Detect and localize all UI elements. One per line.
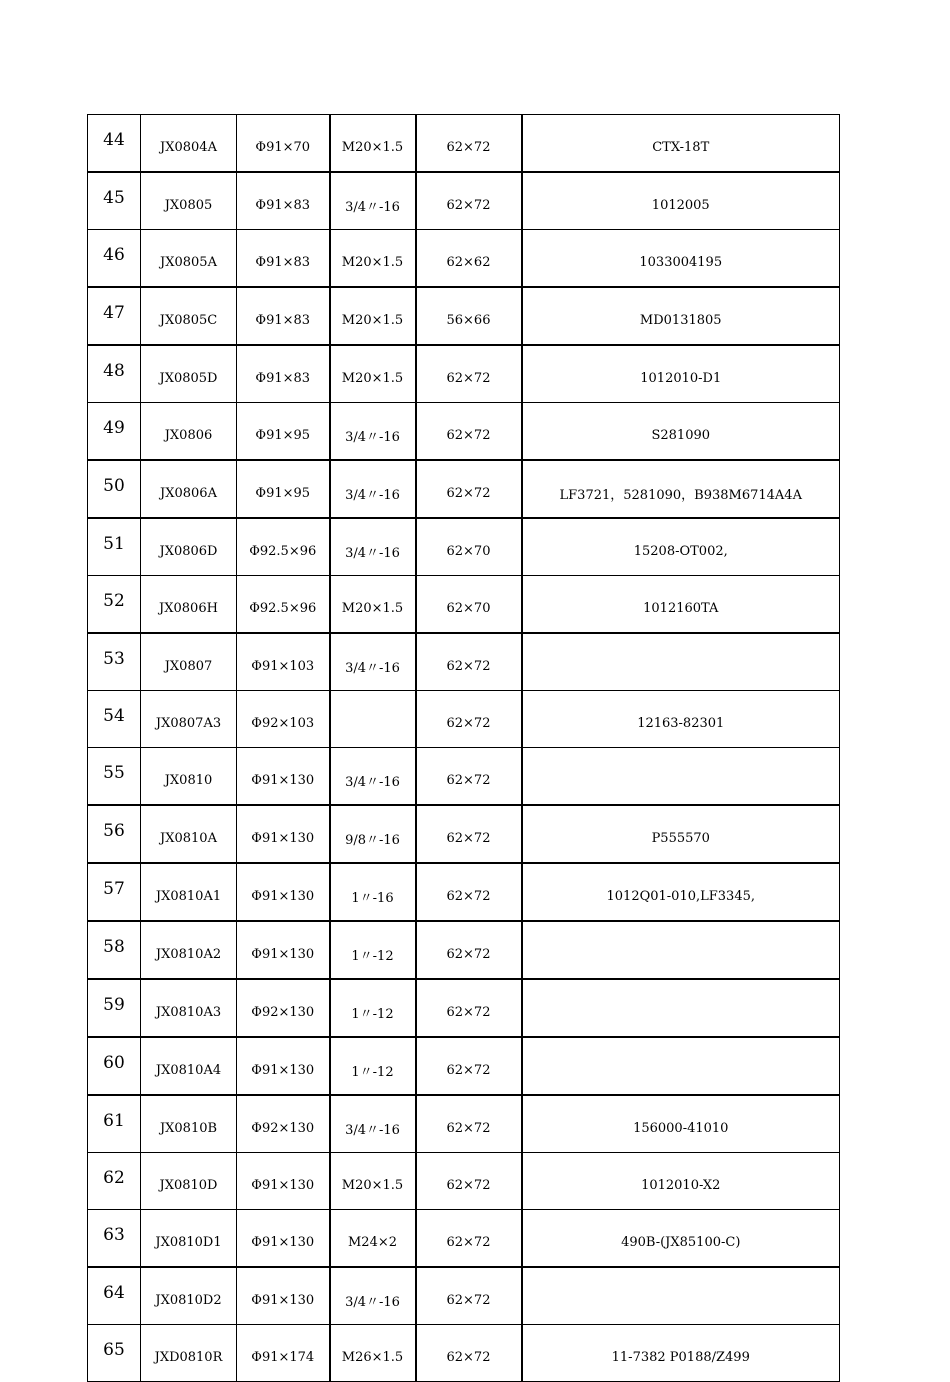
table-row bbox=[88, 633, 840, 691]
model-cell: JX0807A3 bbox=[141, 691, 237, 748]
row-number: 59 bbox=[88, 979, 141, 1037]
reference-cell bbox=[522, 1037, 840, 1095]
seal-cell: 62×70 bbox=[416, 576, 522, 634]
reference-cell: 1012010-D1 bbox=[522, 345, 840, 403]
parts-table bbox=[87, 114, 840, 1382]
model-cell: JXD0810R bbox=[141, 1325, 237, 1382]
size-cell: Φ92.5×96 bbox=[237, 518, 330, 576]
thread-cell: M26×1.5 bbox=[330, 1325, 416, 1382]
table-row bbox=[88, 1267, 840, 1325]
model-cell: JX0810D2 bbox=[141, 1267, 237, 1325]
table-row bbox=[88, 403, 840, 461]
table-row bbox=[88, 691, 840, 748]
reference-cell: LF3721，5281090，B938M6714A4A bbox=[522, 460, 840, 518]
row-number: 45 bbox=[88, 172, 141, 230]
model-cell: JX0810B bbox=[141, 1095, 237, 1153]
thread-cell: 3/4〃-16 bbox=[330, 518, 416, 576]
row-number: 64 bbox=[88, 1267, 141, 1325]
size-cell: Φ91×103 bbox=[237, 633, 330, 691]
table-row bbox=[88, 115, 840, 173]
thread-cell: M24×2 bbox=[330, 1210, 416, 1268]
thread-cell: M20×1.5 bbox=[330, 230, 416, 288]
row-number: 57 bbox=[88, 863, 141, 921]
size-cell: Φ91×130 bbox=[237, 1037, 330, 1095]
thread-cell: M20×1.5 bbox=[330, 287, 416, 345]
table-row bbox=[88, 805, 840, 863]
row-number: 48 bbox=[88, 345, 141, 403]
thread-cell: M20×1.5 bbox=[330, 576, 416, 634]
reference-cell bbox=[522, 979, 840, 1037]
reference-cell: 15208-OT002, bbox=[522, 518, 840, 576]
table-row bbox=[88, 863, 840, 921]
size-cell: Φ91×83 bbox=[237, 345, 330, 403]
thread-cell: 3/4〃-16 bbox=[330, 460, 416, 518]
seal-cell: 62×62 bbox=[416, 230, 522, 288]
row-number: 63 bbox=[88, 1210, 141, 1268]
table-row bbox=[88, 1210, 840, 1268]
thread-cell: 9/8〃-16 bbox=[330, 805, 416, 863]
thread-cell: 1〃-12 bbox=[330, 979, 416, 1037]
model-cell: JX0806A bbox=[141, 460, 237, 518]
row-number: 60 bbox=[88, 1037, 141, 1095]
reference-cell: 490B-(JX85100-C) bbox=[522, 1210, 840, 1268]
reference-cell: S281090 bbox=[522, 403, 840, 461]
reference-cell: 156000-41010 bbox=[522, 1095, 840, 1153]
model-cell: JX0806H bbox=[141, 576, 237, 634]
model-cell: JX0805C bbox=[141, 287, 237, 345]
size-cell: Φ91×130 bbox=[237, 1153, 330, 1210]
seal-cell: 62×72 bbox=[416, 115, 522, 173]
thread-cell: 3/4〃-16 bbox=[330, 1267, 416, 1325]
seal-cell: 62×72 bbox=[416, 172, 522, 230]
model-cell: JX0810D1 bbox=[141, 1210, 237, 1268]
table-row bbox=[88, 1153, 840, 1210]
row-number: 65 bbox=[88, 1325, 141, 1382]
thread-cell: M20×1.5 bbox=[330, 345, 416, 403]
size-cell: Φ91×174 bbox=[237, 1325, 330, 1382]
size-cell: Φ91×130 bbox=[237, 748, 330, 806]
row-number: 50 bbox=[88, 460, 141, 518]
thread-cell bbox=[330, 691, 416, 748]
size-cell: Φ92×130 bbox=[237, 1095, 330, 1153]
reference-cell: 1012Q01-010,LF3345, bbox=[522, 863, 840, 921]
table-row bbox=[88, 518, 840, 576]
size-cell: Φ91×95 bbox=[237, 403, 330, 461]
seal-cell: 62×72 bbox=[416, 1037, 522, 1095]
row-number: 44 bbox=[88, 115, 141, 173]
table-row bbox=[88, 1037, 840, 1095]
seal-cell: 56×66 bbox=[416, 287, 522, 345]
table-row bbox=[88, 576, 840, 634]
thread-cell: 3/4〃-16 bbox=[330, 748, 416, 806]
model-cell: JX0807 bbox=[141, 633, 237, 691]
model-cell: JX0810A1 bbox=[141, 863, 237, 921]
reference-cell: 1012010-X2 bbox=[522, 1153, 840, 1210]
model-cell: JX0806D bbox=[141, 518, 237, 576]
row-number: 55 bbox=[88, 748, 141, 806]
row-number: 56 bbox=[88, 805, 141, 863]
size-cell: Φ91×130 bbox=[237, 921, 330, 979]
size-cell: Φ92×130 bbox=[237, 979, 330, 1037]
thread-cell: 3/4〃-16 bbox=[330, 1095, 416, 1153]
table-row bbox=[88, 748, 840, 806]
model-cell: JX0810A2 bbox=[141, 921, 237, 979]
size-cell: Φ91×130 bbox=[237, 1210, 330, 1268]
size-cell: Φ91×83 bbox=[237, 230, 330, 288]
size-cell: Φ91×83 bbox=[237, 172, 330, 230]
reference-cell: 1012160TA bbox=[522, 576, 840, 634]
reference-cell bbox=[522, 633, 840, 691]
reference-cell: MD0131805 bbox=[522, 287, 840, 345]
seal-cell: 62×72 bbox=[416, 805, 522, 863]
model-cell: JX0805 bbox=[141, 172, 237, 230]
thread-cell: M20×1.5 bbox=[330, 1153, 416, 1210]
parts-table-body bbox=[88, 115, 840, 1382]
reference-cell: P555570 bbox=[522, 805, 840, 863]
reference-cell: CTX-18T bbox=[522, 115, 840, 173]
model-cell: JX0806 bbox=[141, 403, 237, 461]
size-cell: Φ91×130 bbox=[237, 1267, 330, 1325]
reference-cell: 11-7382 P0188/Z499 bbox=[522, 1325, 840, 1382]
thread-cell: 1〃-16 bbox=[330, 863, 416, 921]
thread-cell: 1〃-12 bbox=[330, 1037, 416, 1095]
seal-cell: 62×72 bbox=[416, 403, 522, 461]
seal-cell: 62×72 bbox=[416, 633, 522, 691]
reference-cell: 1033004195 bbox=[522, 230, 840, 288]
row-number: 47 bbox=[88, 287, 141, 345]
reference-cell bbox=[522, 1267, 840, 1325]
model-cell: JX0810A3 bbox=[141, 979, 237, 1037]
size-cell: Φ91×95 bbox=[237, 460, 330, 518]
size-cell: Φ91×130 bbox=[237, 805, 330, 863]
seal-cell: 62×72 bbox=[416, 748, 522, 806]
table-row bbox=[88, 460, 840, 518]
thread-cell: M20×1.5 bbox=[330, 115, 416, 173]
thread-cell: 3/4〃-16 bbox=[330, 633, 416, 691]
seal-cell: 62×72 bbox=[416, 1153, 522, 1210]
thread-cell: 3/4〃-16 bbox=[330, 172, 416, 230]
seal-cell: 62×72 bbox=[416, 921, 522, 979]
model-cell: JX0810A bbox=[141, 805, 237, 863]
seal-cell: 62×72 bbox=[416, 345, 522, 403]
row-number: 54 bbox=[88, 691, 141, 748]
model-cell: JX0805D bbox=[141, 345, 237, 403]
table-row bbox=[88, 287, 840, 345]
size-cell: Φ92.5×96 bbox=[237, 576, 330, 634]
model-cell: JX0804A bbox=[141, 115, 237, 173]
row-number: 61 bbox=[88, 1095, 141, 1153]
model-cell: JX0810A4 bbox=[141, 1037, 237, 1095]
seal-cell: 62×72 bbox=[416, 863, 522, 921]
seal-cell: 62×72 bbox=[416, 1095, 522, 1153]
row-number: 46 bbox=[88, 230, 141, 288]
size-cell: Φ92×103 bbox=[237, 691, 330, 748]
size-cell: Φ91×130 bbox=[237, 863, 330, 921]
reference-cell: 1012005 bbox=[522, 172, 840, 230]
row-number: 53 bbox=[88, 633, 141, 691]
thread-cell: 1〃-12 bbox=[330, 921, 416, 979]
reference-cell bbox=[522, 921, 840, 979]
seal-cell: 62×72 bbox=[416, 460, 522, 518]
row-number: 58 bbox=[88, 921, 141, 979]
row-number: 51 bbox=[88, 518, 141, 576]
model-cell: JX0810D bbox=[141, 1153, 237, 1210]
seal-cell: 62×72 bbox=[416, 691, 522, 748]
size-cell: Φ91×83 bbox=[237, 287, 330, 345]
reference-cell: 12163-82301 bbox=[522, 691, 840, 748]
table-row bbox=[88, 172, 840, 230]
seal-cell: 62×72 bbox=[416, 1210, 522, 1268]
table-row bbox=[88, 921, 840, 979]
model-cell: JX0810 bbox=[141, 748, 237, 806]
seal-cell: 62×70 bbox=[416, 518, 522, 576]
table-row bbox=[88, 230, 840, 288]
row-number: 49 bbox=[88, 403, 141, 461]
model-cell: JX0805A bbox=[141, 230, 237, 288]
table-row bbox=[88, 345, 840, 403]
seal-cell: 62×72 bbox=[416, 1325, 522, 1382]
seal-cell: 62×72 bbox=[416, 979, 522, 1037]
table-row bbox=[88, 979, 840, 1037]
seal-cell: 62×72 bbox=[416, 1267, 522, 1325]
size-cell: Φ91×70 bbox=[237, 115, 330, 173]
row-number: 62 bbox=[88, 1153, 141, 1210]
reference-cell bbox=[522, 748, 840, 806]
thread-cell: 3/4〃-16 bbox=[330, 403, 416, 461]
table-row bbox=[88, 1095, 840, 1153]
table-row bbox=[88, 1325, 840, 1382]
row-number: 52 bbox=[88, 576, 141, 634]
